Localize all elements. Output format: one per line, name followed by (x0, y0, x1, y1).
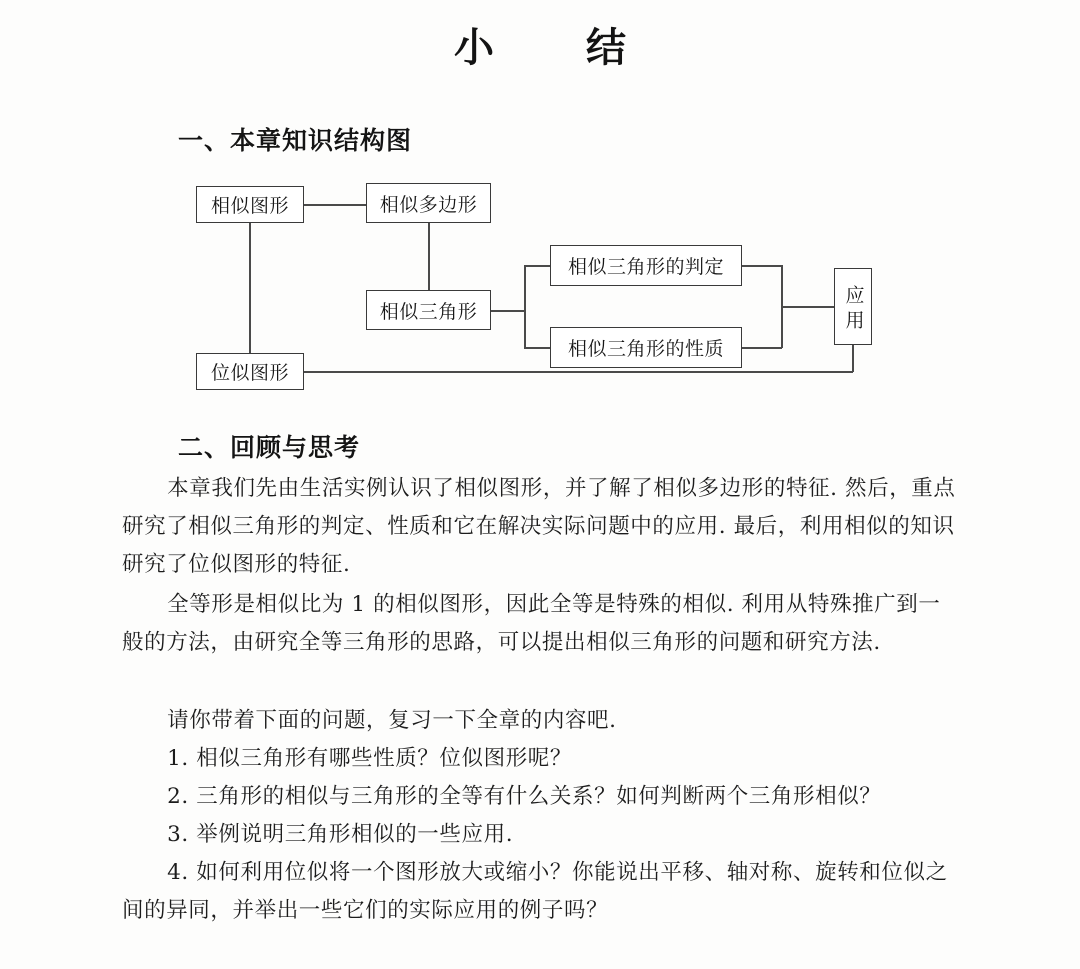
diagram-node-similar-triangle: 相似三角形 (366, 290, 491, 330)
diagram-edge-judgement-to-right-bracket (742, 265, 782, 267)
diagram-node-triangle-judgement: 相似三角形的判定 (550, 245, 742, 286)
section-heading-review: 二、回顾与思考 (178, 433, 361, 462)
page-title: 小 结 (454, 24, 652, 71)
diagram-edge-left-bracket-spine (524, 265, 526, 348)
review-question-4: 4. 如何利用位似将一个图形放大或缩小？你能说出平移、轴对称、旋转和位似之间的异同，并举出一些它们的实际应用的例子吗？ (122, 860, 948, 923)
diagram-node-homothetic-figures: 位似图形 (196, 353, 304, 390)
review-question-1: 1. 相似三角形有哪些性质？位似图形呢？ (167, 746, 572, 771)
diagram-node-triangle-property: 相似三角形的性质 (550, 327, 742, 368)
diagram-node-similar-polygon: 相似多边形 (366, 183, 491, 223)
diagram-edge-triangle-to-bracket (491, 310, 524, 312)
review-paragraph-2-block (122, 586, 962, 662)
diagram-edge-bracket-to-application (781, 306, 834, 308)
review-paragraph-3: 请你带着下面的问题，复习一下全章的内容吧. (167, 708, 617, 733)
diagram-edge-figures-to-polygon (304, 204, 366, 206)
review-question-2: 2. 三角形的相似与三角形的全等有什么关系？如何判断两个三角形相似？ (167, 784, 882, 809)
diagram-edge-polygon-to-triangle (428, 223, 430, 290)
review-question-list (122, 740, 962, 930)
section-heading-structure: 一、本章知识结构图 (178, 126, 413, 155)
diagram-node-application: 应用 (834, 268, 872, 345)
diagram-edge-application-to-bottom-rail (852, 345, 854, 372)
diagram-edge-bracket-to-property (524, 347, 550, 349)
knowledge-structure-diagram (170, 170, 930, 400)
review-paragraph-3-block (122, 702, 962, 740)
review-paragraph-1: 本章我们先由生活实例认识了相似图形，并了解了相似多边形的特征. 然后，重点研究了相似三角形的判定、性质和它在解决实际问题中的应用. 最后，利用相似的知识研究了位似图形的特征. (122, 476, 956, 577)
diagram-node-similar-figures: 相似图形 (196, 186, 304, 223)
diagram-edge-homothetic-to-application (304, 371, 853, 373)
review-question-3: 3. 举例说明三角形相似的一些应用. (167, 822, 514, 847)
review-paragraph-2: 全等形是相似比为 1 的相似图形，因此全等是特殊的相似. 利用从特殊推广到一般的方法，由研究全等三角形的思路，可以提出相似三角形的问题和研究方法. (122, 592, 941, 655)
diagram-edge-property-to-right-bracket (742, 347, 782, 349)
review-paragraph-1-block (122, 470, 962, 584)
diagram-edge-bracket-to-judgement (524, 265, 550, 267)
diagram-edge-figures-to-homothetic (249, 223, 251, 353)
